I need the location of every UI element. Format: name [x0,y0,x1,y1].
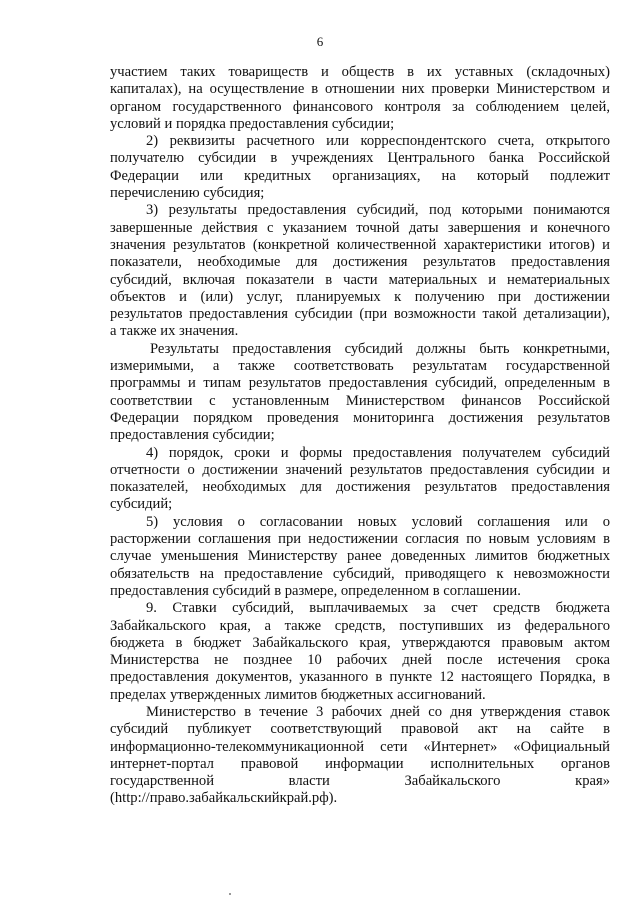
text-line: предоставления документов, указанного в пункте 12 настоящего Порядка, в [110,669,610,686]
text-line: Министерство в течение 3 рабочих дней со дня утверждения ставок [146,703,610,720]
text-line: участием таких товариществ и обществ в их уставных (складочных) [110,64,610,80]
text-line: бюджета в бюджет Забайкальского края, утверждаются правовым актом [110,634,610,651]
text-line: измеримыми, а также соответствовать результатам государственной [110,358,610,375]
text-line: интернет-портал правовой информации исполнительных органов [110,755,610,772]
paragraph-item-5 [110,514,610,600]
page-number: 6 [316,34,324,49]
paragraph-item-9 [110,600,610,704]
text-line: отчетности о достижении значений результатов предоставления субсидии и [110,461,610,478]
text-line: предоставления субсидии; [110,427,275,444]
text-line: значения результатов (конкретной количественной характеристики итогов) и [110,236,610,253]
text-line: пределах утвержденных лимитов бюджетных ассигнований. [110,686,486,703]
text-line: 9. Ставки субсидий, выплачиваемых за счет средств бюджета [146,600,610,617]
text-line: 5) условия о согласовании новых условий соглашения или о [146,513,610,530]
text-line: условий и порядка предоставления субсидии; [110,115,395,132]
text-line: программы и типам результатов предоставления субсидий, определенным в [110,375,610,392]
text-line: Федерации или кредитных организациях, на который подлежит [110,167,610,184]
text-line: государственной власти Забайкальского края» [110,773,610,790]
paragraph-publication [110,704,610,808]
paragraph-item-2 [110,133,610,202]
text-line: завершенные действия с указанием точной даты завершения и конечного [110,219,610,236]
text-line: соответствии с установленным Министерством финансов Российской [110,392,610,409]
text-line: а также их значения. [110,323,239,340]
text-line: объектов и (или) услуг, планируемых к получению при достижении [110,288,610,305]
text-line: результатов предоставления субсидии (при возможности такой детализации), [110,306,610,323]
text-line: перечислению субсидия; [110,185,265,202]
paragraph-results [110,341,610,445]
paragraph-item-3 [110,202,610,340]
text-line: Федерации порядком проведения мониторинга достижения результатов [110,409,610,426]
text-line: Забайкальского края, а также средств, поступивших из федерального [110,617,610,634]
text-line: Результаты предоставления субсидий должны быть конкретными, [150,340,610,357]
text-line: показателей, необходимых для достижения результатов предоставления [110,479,610,496]
scan-speck [229,893,231,895]
text-line: Министерства не позднее 10 рабочих дней после истечения срока [110,652,610,669]
text-line: расторжении соглашения при недостижении согласия по новым условиям в [110,531,610,548]
text-line: предоставления субсидий в размере, определенном в соглашении. [110,582,521,599]
text-line: 3) результаты предоставления субсидий, под которыми понимаются [146,202,610,219]
text-line: субсидий публикует соответствующий правовой акт на сайте в [110,721,610,738]
document-body [110,64,610,808]
text-line: субсидий, включая показатели в части материальных и нематериальных [110,271,610,288]
text-line: капиталах), на осуществление в отношении них проверки Министерством и [110,81,610,98]
text-line: органом государственного финансового контроля за соблюдением целей, [110,98,610,115]
paragraph-continuation [110,64,610,133]
text-line: показатели, необходимые для достижения результатов предоставления [110,254,610,271]
text-line: получателю субсидии в учреждениях Центрального банка Российской [110,150,610,167]
text-line: (http://право.забайкальскийкрай.рф). [110,790,338,807]
text-line: обязательств на предоставление субсидий, приводящего к невозможности [110,565,610,582]
text-line: 2) реквизиты расчетного или корреспондентского счета, открытого [146,133,610,150]
text-line: информационно-телекоммуникационной сети «Интернет» «Официальный [110,738,610,755]
text-line: случае уменьшения Министерству ранее доведенных лимитов бюджетных [110,548,610,565]
text-line: 4) порядок, сроки и формы предоставления получателем субсидий [146,444,610,461]
paragraph-item-4 [110,445,610,514]
text-line: субсидий; [110,496,173,513]
